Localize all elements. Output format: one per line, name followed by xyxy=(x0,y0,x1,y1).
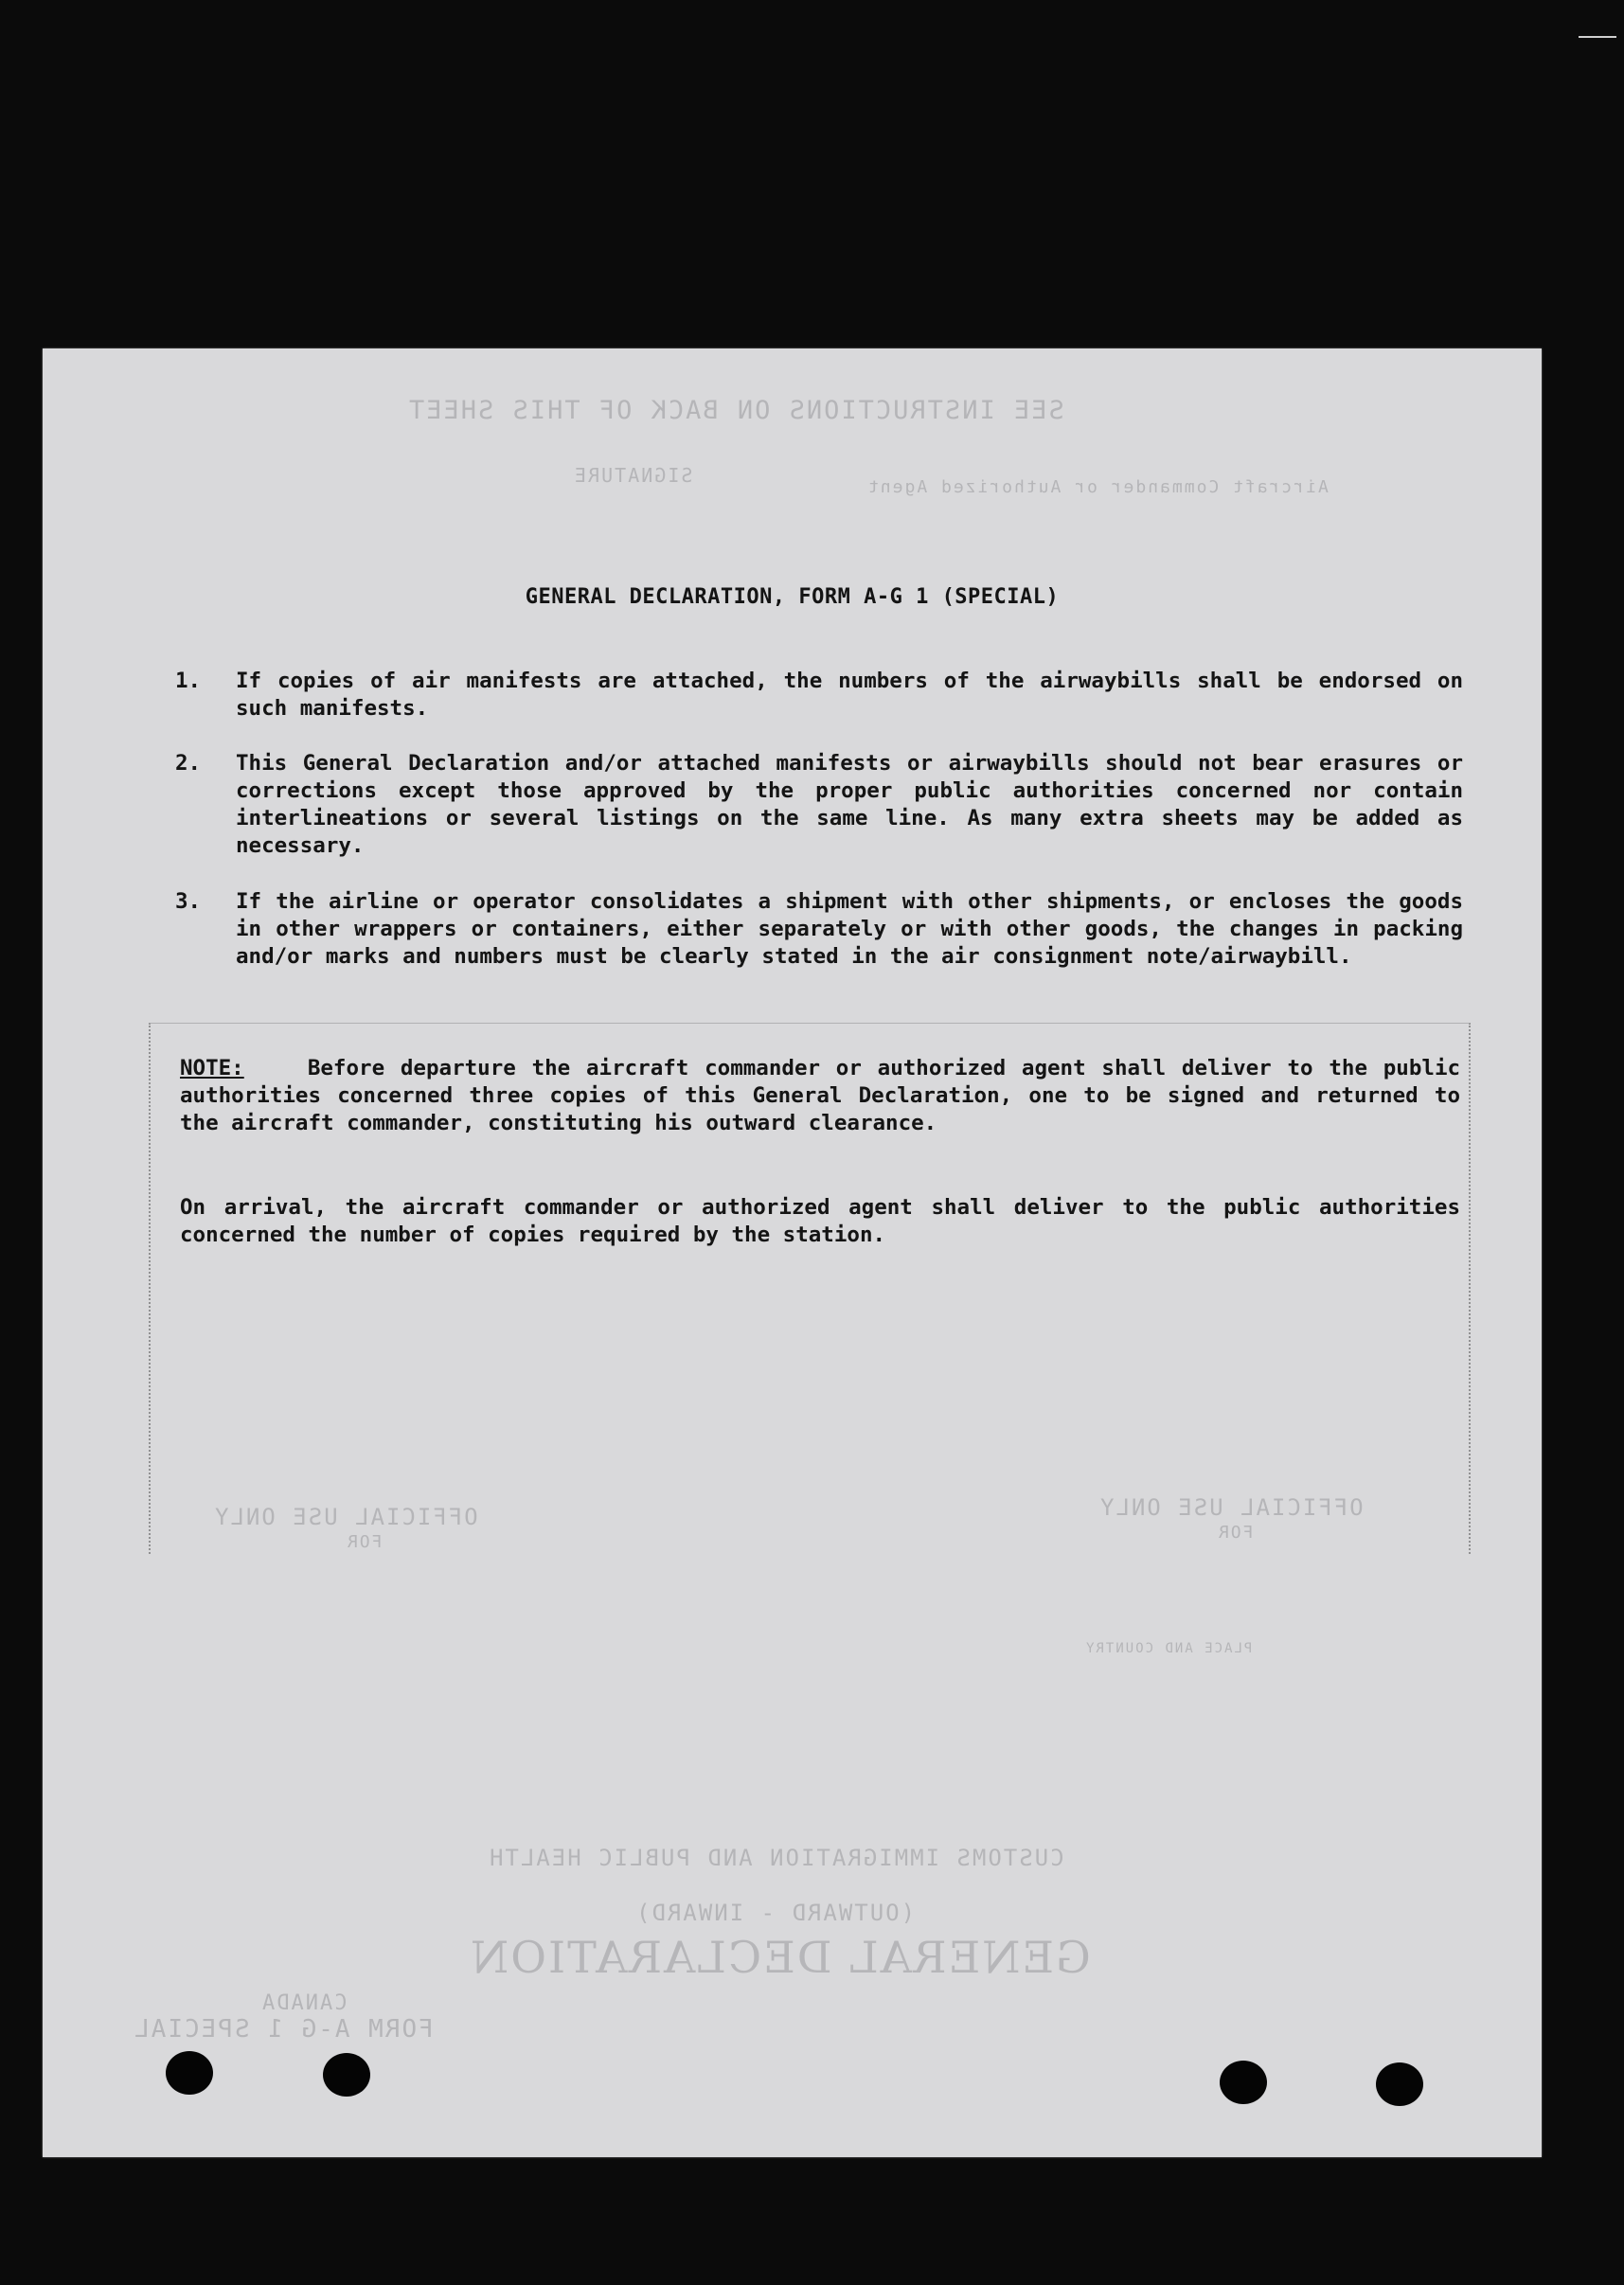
item-text: If copies of air manifests are attached, the numbers of the airwaybills shall be endorsed on such manifests. xyxy=(236,669,1463,721)
punch-hole-right-2 xyxy=(1376,2062,1423,2106)
punch-hole-left-2 xyxy=(323,2053,370,2097)
bleed-signature-label: SIGNATURE xyxy=(573,464,693,487)
bleed-commander-label: Aircraft Commander or Authorized Agent xyxy=(866,477,1329,497)
document-sheet xyxy=(43,348,1542,2157)
item-number: 2. xyxy=(175,751,202,776)
bleed-official-right: OFFICIAL USE ONLY xyxy=(1098,1494,1364,1521)
punch-hole-right-1 xyxy=(1220,2061,1267,2104)
bleed-big-heading: GENERAL DECLARATION xyxy=(469,1932,1091,1983)
item-number: 1. xyxy=(175,669,202,693)
page-title: GENERAL DECLARATION, FORM A-G 1 (SPECIAL) xyxy=(525,585,1060,609)
instruction-item-3 xyxy=(175,888,1463,971)
note-text: Before departure the aircraft commander or authorized agent shall deliver to the public authorities concerned three copies of this General Declaration, one to be signed and returned to the aircraft commander, constituting his outward clearance. xyxy=(180,1056,1461,1135)
item-number: 3. xyxy=(175,889,202,914)
note-label: NOTE: xyxy=(180,1056,244,1080)
punch-hole-left-1 xyxy=(166,2051,213,2095)
bleed-official-left: OFFICIAL USE ONLY xyxy=(213,1504,478,1530)
bleed-canada: CANADA xyxy=(260,1991,348,2015)
bleed-customs-heading: CUSTOMS IMMIGRATION AND PUBLIC HEALTH xyxy=(488,1845,1064,1871)
departure-note xyxy=(180,1055,1460,1137)
declaration-text xyxy=(43,348,1542,2157)
bleed-top-heading: SEE INSTRUCTIONS ON BACK OF THIS SHEET xyxy=(407,396,1064,425)
instruction-item-1 xyxy=(175,668,1463,723)
bleed-for-left: FOR xyxy=(346,1532,383,1552)
bleed-outward-inward: (OUTWARD - INWARD) xyxy=(634,1900,916,1926)
scan-mark xyxy=(1579,36,1616,38)
bleed-place-country: PLACE AND COUNTRY xyxy=(1084,1641,1253,1656)
instruction-item-2 xyxy=(175,750,1463,860)
item-text: This General Declaration and/or attached manifests or airwaybills should not bear erasures or corrections except those approved by the proper public authorities concerned nor contain interlineations or several listings on the same line. As many extra sheets may be added as necessary. xyxy=(236,751,1463,858)
bleed-form-label: FORM A-G 1 SPECIAL xyxy=(133,2015,434,2044)
item-text: If the airline or operator consolidates a shipment with other shipments, or encloses the goods in other wrappers or containers, either separately or with other goods, the changes in packing and/or marks and numbers must be clearly stated in the air consignment note/airwaybill. xyxy=(236,889,1463,969)
arrival-note: On arrival, the aircraft commander or authorized agent shall deliver to the public authorities concerned the number of copies required by the station. xyxy=(180,1195,1460,1247)
bleed-for-right: FOR xyxy=(1217,1523,1254,1543)
